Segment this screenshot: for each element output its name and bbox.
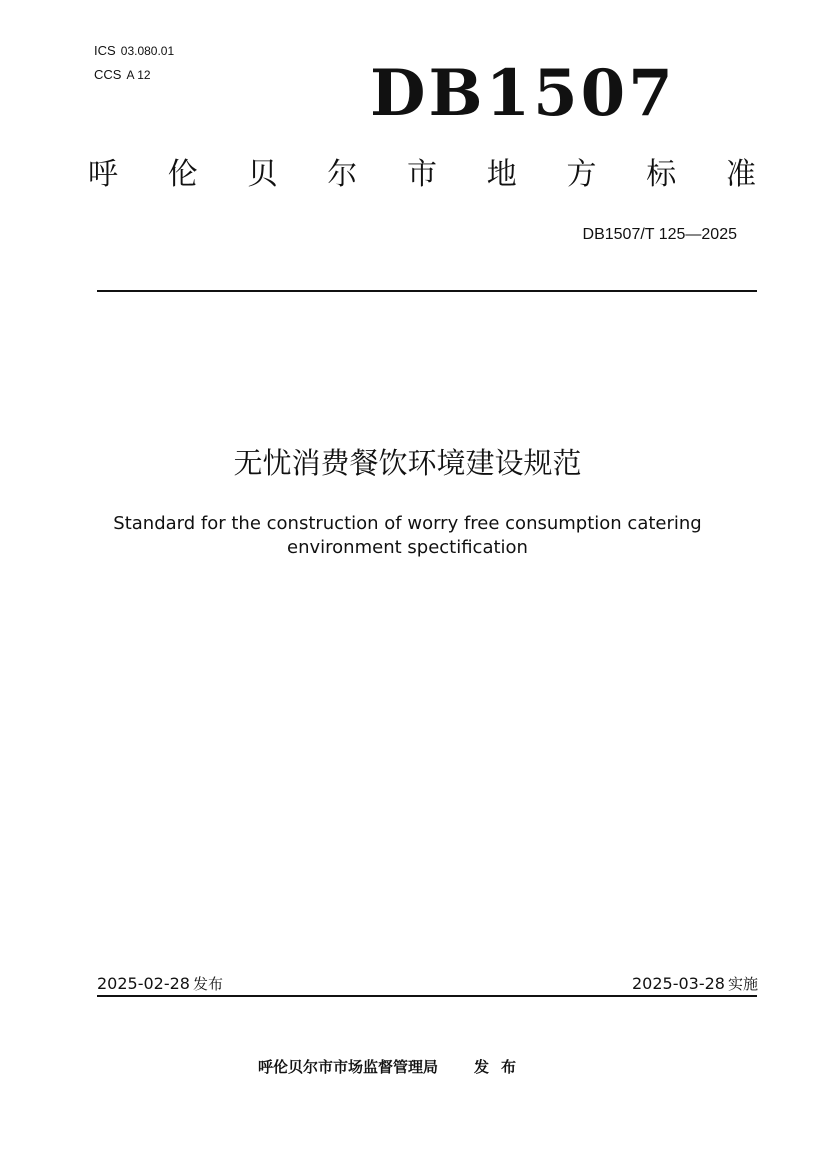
ics-code xyxy=(94,40,174,59)
standard-type-char: 地 xyxy=(486,157,517,192)
standard-type-char: 呼 xyxy=(88,157,118,192)
ics-label: ICS xyxy=(94,43,116,58)
implementation-date xyxy=(632,973,758,994)
standard-type-char: 标 xyxy=(646,157,677,192)
ccs-value: A 12 xyxy=(126,68,151,82)
issue-date-value: 2025-02-28 xyxy=(97,974,190,993)
standard-logo: DB1507 xyxy=(370,56,676,131)
standard-type-char: 准 xyxy=(726,157,756,192)
ccs-code xyxy=(94,64,151,83)
ccs-label: CCS xyxy=(94,67,122,82)
standard-number: DB1507/T 125—2025 xyxy=(582,226,737,243)
header-divider xyxy=(97,290,757,292)
publisher xyxy=(258,1056,528,1077)
standard-type-char: 贝 xyxy=(247,157,278,192)
standard-type xyxy=(88,157,756,192)
publisher-name: 呼伦贝尔市市场监督管理局 xyxy=(258,1058,439,1076)
implementation-date-label: 实施 xyxy=(727,975,758,993)
implementation-date-value: 2025-03-28 xyxy=(632,974,725,993)
standard-type-char: 尔 xyxy=(327,157,358,192)
standard-type-char: 市 xyxy=(407,157,437,192)
footer-divider xyxy=(97,995,757,997)
title-english: Standard for the construction of worry free consumption catering environment spectification xyxy=(113,513,702,558)
title-chinese: 无忧消费餐饮环境建设规范 xyxy=(233,446,582,480)
standard-type-char: 伦 xyxy=(167,157,198,192)
issue-date xyxy=(97,973,223,994)
publisher-action: 发布 xyxy=(474,1058,529,1076)
ics-value: 03.080.01 xyxy=(120,44,175,58)
issue-date-label: 发布 xyxy=(192,975,223,993)
standard-type-char: 方 xyxy=(566,157,597,192)
